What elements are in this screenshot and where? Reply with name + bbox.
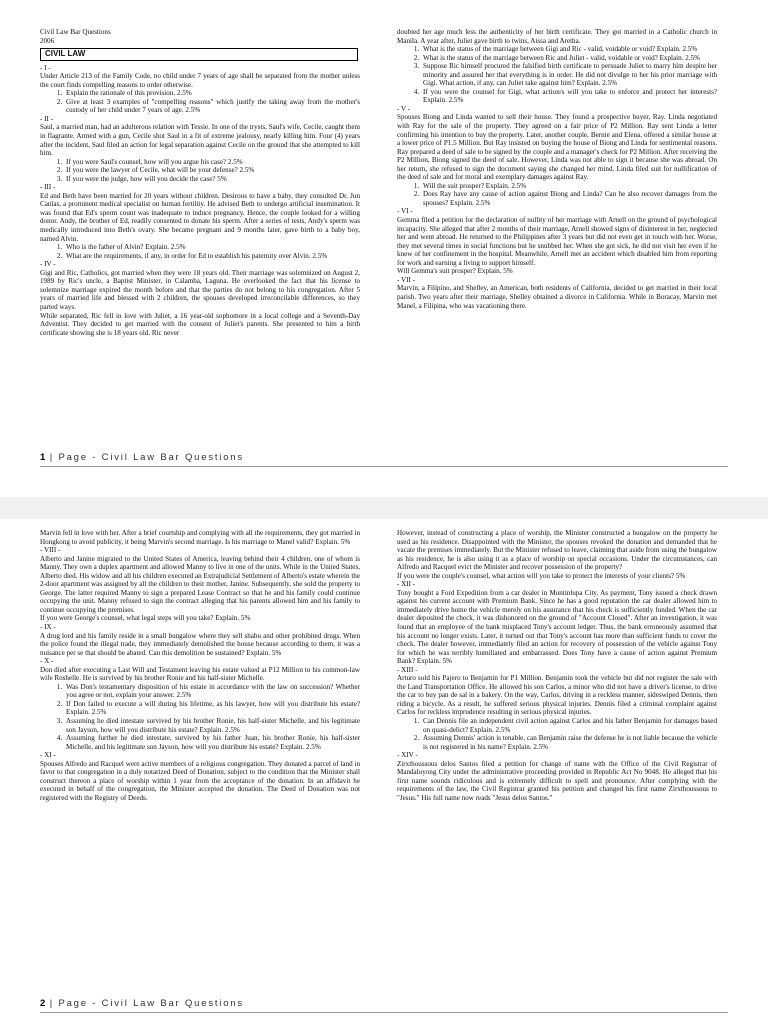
question-paragraph: A drug lord and his family reside in a small bungalow where they sell shabu and other prohibited drugs. When the police found the illegal trade, they immediately demolished the house because according to them, it was a nuisance per se that should be abated. Can this demolition be sustained? Explain. 5% <box>40 631 360 657</box>
question-list <box>40 158 360 184</box>
question-item: 1. What is the status of the marriage between Gigi and Ric - valid, voidable or void? Explain. 2.5% <box>421 45 717 54</box>
question-number: - XI - <box>40 751 56 760</box>
question-item: 2. What is the status of the marriage between Ric and Juliet - valid, voidable or void? Explain. 2.5% <box>421 54 717 63</box>
question-paragraph: However, instead of constructing a place of worship, the Minister constructed a bungalow on the property he used as his residence. Disappointed with the Minister, the spouses revoked the donation and demanded that he vacate the premises immediately. But the Minister refused to leave, claiming that aside from using the bungalow as his residence, he is also using it as a place of worship on special occasions. Under the circumstances, can Alfredo and Racquel evict the Minister and recover possession of the property? <box>397 529 717 572</box>
footer-label: | Page - Civil Law Bar Questions <box>49 452 244 463</box>
question-item: 1. If you were Saul's counsel, how will you argue his case? 2.5% <box>64 158 360 167</box>
question-list <box>40 683 360 751</box>
question-paragraph: Arturo sold his Pajero to Benjamin for P1 Million. Benjamin took the vehicle but did not register the sale with the Land Transportation Office. He allowed his son Carlos, a minor who did not have a driver's license, to drive the car to buy pan de sal in a bakery. On the way, Carlos, driving in a reckless manner, sideswiped Dennis, then riding a bicycle. As a result, he suffered serious physical injuries. Dennis filed a criminal complaint against Carlos for reckless imprudence resulting in serious physical injuries. <box>397 674 717 717</box>
question-list <box>397 182 717 208</box>
question-list <box>397 717 717 751</box>
question-paragraph: Gemma filed a petition for the declaration of nullity of her marriage with Arnell on the ground of psychological incapacity. She alleged that after 2 months of their marriage, Arnell showed signs of disinterest in her, neglected her and went abroad. He returned to the Philippines after 3 years but did not even get in touch with her. Worse, they met several times in social functions but he snubbed her. When she got sick, he did not visit her even if he knew of her confinement in the hospital. Meanwhile, Arnell met an accident which disabled him from reporting for work and earning a living to support himself. <box>397 216 717 267</box>
question-item: 2. Give at least 3 examples of "compelling reasons" which justify the taking away from the mother's custody of her child under 7 years of age. 2.5% <box>64 98 360 115</box>
question-number: - II - <box>40 114 53 123</box>
question-list <box>397 45 717 105</box>
page-1-right-column <box>397 28 717 310</box>
question-paragraph: Will Gemma's suit prosper? Explain. 5% <box>397 267 513 276</box>
question-number: - III - <box>40 183 56 192</box>
question-paragraph: Spouses Alfredo and Racquel were active members of a religious congregation. They donated a parcel of land in favor to that congregation in a duly notarized Deed of Donation, subject to the condition that the Minister shall construct thereon a place of worship within 1 year from the acceptance of the donation. In an affidavit he executed in behalf of the congregation, the Minister accepted the donation. The Deed of Donation was not registered with the Registry of Deeds. <box>40 759 360 802</box>
question-number: - IX - <box>40 623 56 632</box>
question-paragraph: Under Article 213 of the Family Code, no child under 7 years of age shall be separated from the mother unless the court finds compelling reasons to order otherwise. <box>40 72 360 89</box>
question-number: - XIV - <box>397 751 418 760</box>
page-number: 1 <box>40 452 46 463</box>
question-paragraph: While separated, Ric fell in love with Juliet, a 16 year-old sophomore in a local college and a Seventh-Day Adventist. They decided to get married with the consent of Juliet's parents. She presented to him a birth certificate showing she is 18 years old. Ric never <box>40 311 360 337</box>
page-footer <box>40 452 244 463</box>
doc-title: Civil Law Bar Questions <box>40 28 111 36</box>
question-paragraph: doubted her age much less the authenticity of her birth certificate. They got married in a Catholic church in Manila. A year after, Juliet gave birth to twins, Aissa and Aretha. <box>397 28 717 45</box>
question-paragraph: If you were the couple's counsel, what action will you take to protect the interests of your clients? 5% <box>397 571 686 580</box>
question-item: 4. Assuming further he died intestate, survived by his father Juan, his brother Ronie, his half-sister Michelle, and his legitimate son Jayson, how will you distribute his estate? Explain. 2.5% <box>64 734 360 751</box>
question-number: - I - <box>40 63 51 72</box>
question-item: 3. If you were the judge, how will you decide the case? 5% <box>64 175 360 184</box>
question-item: 1. Will the suit prosper? Explain. 2.5% <box>421 182 717 191</box>
footer-divider <box>40 1012 728 1013</box>
question-paragraph: Marvin, a Filipino, and Shelley, an American, both residents of California, decided to get married in their local parish. Two years after their marriage, Shelley obtained a divorce in California. While in Boracay, Marvin met Manel, a Filipina, who was vacationing there. <box>397 284 717 310</box>
footer-divider <box>40 466 728 467</box>
page-1-right-text <box>397 28 717 310</box>
page-1-left-text <box>40 64 360 338</box>
question-number: - V - <box>397 104 411 113</box>
question-paragraph: Saul, a married man, had an adulterous relation with Tessie. In one of the trysts, Saul's wife, Cecile, caught them in flagrante. Armed with a gun, Cecile shot Saul in a fit of extreme jealousy, nearly killing him. Four (4) years after the incident, Saul filed an action for legal separation against Cecile on the ground that she attempted to kill him. <box>40 123 360 158</box>
question-paragraph: Marvin fell in love with her. After a brief courtship and complying with all the requirements, they got married in Hongkong to avoid publicity, it being Marvin's second marriage. Is his marriage to Manel valid? Explain. 5% <box>40 529 360 546</box>
page-number: 2 <box>40 998 46 1009</box>
question-number: - XIII - <box>397 665 418 674</box>
question-list <box>40 89 360 115</box>
page-2 <box>0 519 768 1024</box>
question-paragraph: If you were George's counsel, what legal steps will you take? Explain. 5% <box>40 614 251 623</box>
question-number: - IV - <box>40 260 56 269</box>
question-number: - XII - <box>397 580 416 589</box>
question-item: 2. Does Ray have any cause of action against Biong and Linda? Can he also recover damages from the spouses? Explain. 2.5% <box>421 190 717 207</box>
question-number: - VII - <box>397 275 415 284</box>
question-paragraph: Gigi and Ric, Catholics, got married when they were 18 years old. Their marriage was solemnized on August 2, 1989 by Ric's uncle, a Baptist Minister, in Calamba, Laguna. He overlooked the fact that his license to solemnize marriage expired the month before and that the parties do not belong to his congregation. After 5 years of married life and blessed with 2 children, the spouses developed irreconcilable differences, so they parted ways. <box>40 268 360 311</box>
question-paragraph: Zirxthoussous delos Santos filed a petition for change of name with the Office of the Civil Registrar of Mandaluyong City under the administrative proceeding provided in Republic Act No 9048. He alleged that his first name sounds ridiculous and is extremely difficult to spell and pronounce. After complying with the requirements of the law, the Civil Registrar granted his petition and changed his first name Zirxthoussous to "Jesus." His full name now reads "Jesus delos Santos." <box>397 759 717 802</box>
question-item: 1. Explain the rationale of this provision. 2.5% <box>64 89 360 98</box>
page-2-left-text <box>40 529 360 803</box>
question-number: - VIII - <box>40 546 61 555</box>
question-item: 2. What are the requirements, if any, in order for Ed to establish his paternity over Alvin. 2.5% <box>64 252 360 261</box>
question-item: 1. Was Don's testamentary disposition of his estate in accordance with the law on succession? Whether you agree or not, explain your answer. 2.5% <box>64 683 360 700</box>
question-paragraph: Ed and Beth have been married for 20 years without children. Desirous to have a baby, they consulted Dr. Jun Canlas, a prominent medical specialist on human fertility. He advised Beth to undergo artificial insemination. It was found that Ed's sperm count was inadequate to induce pregnancy. Hence, the couple looked for a willing donor. Andy, the brother of Ed, readily consented to donate his sperm. After a series of tests, Andy's sperm was medically introduced into Beth's ovary. She became pregnant and 9 months later, gave birth to a baby boy, named Alvin. <box>40 191 360 243</box>
question-item: 4. If you were the counsel for Gigi, what action/s will you take to enforce and protect her interests? Explain. 2.5% <box>421 88 717 105</box>
question-item: 3. Suppose Ric himself procured the falsified birth certificate to persuade Juliet to marry him despite her minority and assured her that everything is in order. He did not divulge to her his prior marriage with Gigi. What action, if any, can Juliet take against him? Explain. 2.5% <box>421 62 717 88</box>
question-item: 2. Assuming Dennis' action is tenable, can Benjamin raise the defense he is not liable because the vehicle is not registered in his name? Explain. 2.5% <box>421 734 717 751</box>
question-paragraph: Don died after executing a Last Will and Testament leaving his estate valued at P12 Million to his common-law wife Roshelle. He is survived by his brother Ronie and his half-sister Michelle. <box>40 665 360 683</box>
question-item: 1. Can Dennis file an independent civil action against Carlos and his father Benjamin for damages based on quasi-delict? Explain. 2.5% <box>421 717 717 734</box>
page-2-right-column <box>397 529 717 803</box>
question-list <box>40 243 360 260</box>
question-number: - X - <box>40 657 54 666</box>
question-paragraph: Alberto and Janine migrated to the United States of America, leaving behind their 4 children, one of whom is Manny. They own a duplex apartment and allowed Manny to live in one of the units. While in the United States, Alberto died. His widow and all his children executed an Extrajudicial Settlement of Alberto's estate wherein the 2-door apartment was assigned by all the children to their mother, Janine. Subsequently, she sold the property to George. The latter required Manny to sign a prepared Lease Contract so that he and his family could continue occupying the unit. Manny refused to sign the contract alleging that his parents allowed him and his family to continue occupying the premises. <box>40 554 360 614</box>
page-2-left-column <box>40 529 360 803</box>
question-item: 2. If you were the lawyer of Cecile, what will be your defense? 2.5% <box>64 166 360 175</box>
page-1-left-column <box>40 28 360 337</box>
question-paragraph: Spouses Biong and Linda wanted to sell their house. They found a prospective buyer, Ray. Linda negotiated with Ray for the sale of the property. They agreed on a fair price of P2 Million. Ray sent Linda a letter confirming his intention to buy the property. Later, another couple, Bernie and Elena, offered a similar house at a lower price of P1.5 Million. But Ray insisted on buying the house of Biong and Linda for sentimental reasons. Ray prepared a deed of sale to be signed by the couple and a manager's check for P2 Million. After receiving the P2 Million, Biong signed the deed of sale. However, Linda was not able to sign it because she was abroad. On her return, she refused to sign the document saying she changed her mind. Linda filed suit for nullification of the deed of sale and for moral and exemplary damages against Ray. <box>397 113 717 182</box>
question-item: 3. Assuming he died intestate survived by his brother Ronie, his half-sister Michelle, and his legitimate son Jayson, how will you distribute his estate? Explain. 2.5% <box>64 717 360 734</box>
question-item: 1. Who is the father of Alvin? Explain. 2.5% <box>64 243 360 252</box>
doc-year: 2006 <box>40 36 55 45</box>
footer-label: | Page - Civil Law Bar Questions <box>49 998 244 1009</box>
question-number: - VI - <box>397 207 413 216</box>
question-item: 2. If Don failed to execute a will during his lifetime, as his lawyer, how will you distribute his estate? Explain. 2.5% <box>64 700 360 717</box>
page-2-right-text <box>397 529 717 803</box>
section-heading: CIVIL LAW <box>40 48 358 61</box>
page-1 <box>0 0 768 497</box>
question-paragraph: Tony bought a Ford Expedition from a car dealer in Muntinlupa City. As payment, Tony issued a check drawn against his current account with Premium Bank. Since he has a good reputation the car dealer allowed him to immediately drive home the vehicle merely on his assurance that his check is sufficiently funded. When the car dealer deposited the check, it was dishonored on the ground of "Account Closed". After an investigation, it was found that an employee of the bank misplaced Tony's account ledger. Thus, the bank erroneously assumed that his account no longer exists. Later, it turned out that Tony's account has more than sufficient funds to cover the check. The dealer however, immediately filed an action for recovery of possession of the vehicle against Tony for which he was terribly humiliated and embarrassed. Does Tony have a cause of action against Premium Bank? Explain. 5% <box>397 588 717 666</box>
page-footer <box>40 998 244 1009</box>
